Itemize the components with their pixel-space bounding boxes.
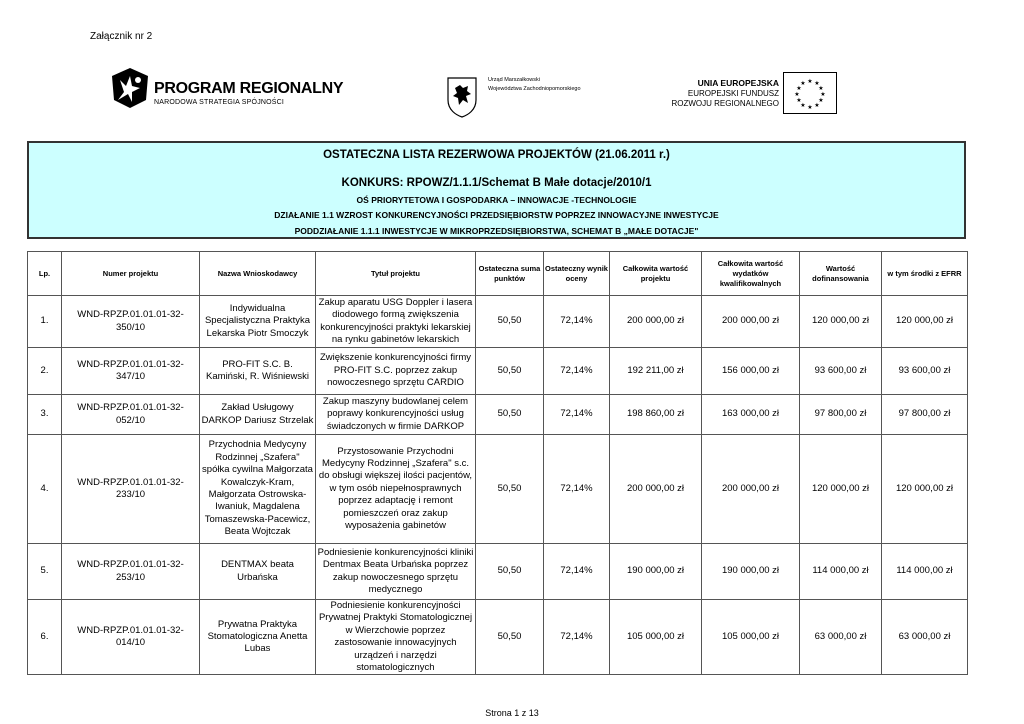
cell-nazwa: Przychodnia Medycyny Rodzinnej „Szafera" spółka cywilna Małgorzata Kowalczyk-Kram, Małgorzata Ostrowska-Iwaniuk, Magdalena Tomaszewska-Pacewicz, Beata Wojtczak	[200, 435, 316, 544]
sub-measure: PODDZIAŁANIE 1.1.1 INWESTYCJE W MIKROPRZEDSIĘBIORSTWA, SCHEMAT B „MAŁE DOTACJE"	[294, 226, 699, 236]
svg-text:★: ★	[807, 78, 813, 85]
eu-logo-line1: UNIA EUROPEJSKA	[697, 78, 779, 88]
header-kwalifikowalne: Całkowita wartość wydatków kwalifikowalnych	[702, 252, 800, 296]
cell-suma: 50,50	[476, 435, 544, 544]
cell-lp: 3.	[28, 395, 62, 435]
cell-calkowita: 192 211,00 zł	[610, 348, 702, 395]
cell-numer: WND-RPZP.01.01.01-32-350/10	[62, 296, 200, 348]
svg-text:★: ★	[800, 80, 806, 87]
cell-wynik: 72,14%	[544, 435, 610, 544]
priority-axis: OŚ PRIORYTETOWA I GOSPODARKA – INNOWACJE -TECHNOLOGIE	[356, 195, 637, 205]
cell-kwalifikowalne: 200 000,00 zł	[702, 296, 800, 348]
cell-efrr: 114 000,00 zł	[882, 544, 968, 600]
cell-efrr: 63 000,00 zł	[882, 600, 968, 675]
cell-tytul: Zakup aparatu USG Doppler i lasera diodowego formą zwiększenia konkurencyjności praktyki lekarskiej na rynku gabinetów lekarskich	[316, 296, 476, 348]
table-header-row	[28, 252, 968, 296]
marshal-office-logo	[446, 72, 596, 122]
cell-suma: 50,50	[476, 395, 544, 435]
cell-calkowita: 198 860,00 zł	[610, 395, 702, 435]
cell-wynik: 72,14%	[544, 395, 610, 435]
header-dofinansowanie: Wartość dofinansowania	[800, 252, 882, 296]
cell-numer: WND-RPZP.01.01.01-32-014/10	[62, 600, 200, 675]
header-calkowita: Całkowita wartość projektu	[610, 252, 702, 296]
marshal-logo-line2: Województwa Zachodniopomorskiego	[488, 86, 581, 92]
cell-dofinansowanie: 97 800,00 zł	[800, 395, 882, 435]
reserve-list-table	[27, 251, 968, 675]
header-wynik: Ostateczny wynik oceny	[544, 252, 610, 296]
svg-text:★: ★	[814, 102, 820, 109]
cell-nazwa: Indywidualna Specjalistyczna Praktyka Lekarska Piotr Smoczyk	[200, 296, 316, 348]
cell-kwalifikowalne: 200 000,00 zł	[702, 435, 800, 544]
cell-kwalifikowalne: 105 000,00 zł	[702, 600, 800, 675]
cell-numer: WND-RPZP.01.01.01-32-052/10	[62, 395, 200, 435]
svg-text:★: ★	[818, 85, 824, 92]
cell-wynik: 72,14%	[544, 348, 610, 395]
table-row	[28, 435, 968, 544]
cell-numer: WND-RPZP.01.01.01-32-253/10	[62, 544, 200, 600]
cell-efrr: 120 000,00 zł	[882, 435, 968, 544]
page-number: Strona 1 z 13	[485, 708, 539, 718]
table-row	[28, 348, 968, 395]
table-row	[28, 395, 968, 435]
cell-tytul: Przystosowanie Przychodni Medycyny Rodzinnej „Szafera" s.c. do obsługi większej ilości pacjentów, w tym osób niepełnosprawnych poprzez adaptację i remont pomieszczeń oraz zakup wyposażenia gabinetów	[316, 435, 476, 544]
cell-lp: 4.	[28, 435, 62, 544]
svg-text:★: ★	[818, 97, 824, 104]
cell-kwalifikowalne: 156 000,00 zł	[702, 348, 800, 395]
cell-calkowita: 105 000,00 zł	[610, 600, 702, 675]
eu-flag-icon	[783, 72, 837, 114]
cell-efrr: 93 600,00 zł	[882, 348, 968, 395]
header-tytul: Tytuł projektu	[316, 252, 476, 296]
cell-dofinansowanie: 63 000,00 zł	[800, 600, 882, 675]
document-title: OSTATECZNA LISTA REZERWOWA PROJEKTÓW (21.06.2011 r.)	[323, 149, 670, 161]
program-logo-mark-icon	[110, 66, 150, 110]
cell-calkowita: 200 000,00 zł	[610, 296, 702, 348]
cell-numer: WND-RPZP.01.01.01-32-347/10	[62, 348, 200, 395]
cell-efrr: 97 800,00 zł	[882, 395, 968, 435]
title-box	[27, 141, 966, 239]
cell-tytul: Podniesienie konkurencyjności Prywatnej Praktyki Stomatologicznej w Wierzchowie poprzez zastosowanie innowacyjnych urządzeń i narzędzi stomatologicznych	[316, 600, 476, 675]
eu-logo	[671, 72, 837, 114]
coat-of-arms-icon	[446, 76, 478, 118]
cell-dofinansowanie: 114 000,00 zł	[800, 544, 882, 600]
program-logo-subtitle: NARODOWA STRATEGIA SPÓJNOŚCI	[154, 99, 285, 106]
svg-text:★: ★	[800, 102, 806, 109]
eu-logo-line2: EUROPEJSKI FUNDUSZ	[687, 89, 779, 98]
cell-wynik: 72,14%	[544, 296, 610, 348]
eu-logo-line3: ROZWOJU REGIONALNEGO	[671, 99, 779, 108]
table-row	[28, 296, 968, 348]
svg-text:★: ★	[814, 80, 820, 87]
cell-tytul: Podniesienie konkurencyjności kliniki Dentmax Beata Urbańska poprzez zakup nowoczesnego sprzętu medycznego	[316, 544, 476, 600]
cell-suma: 50,50	[476, 348, 544, 395]
cell-nazwa: Zakład Usługowy DARKOP Dariusz Strzelak	[200, 395, 316, 435]
cell-suma: 50,50	[476, 296, 544, 348]
svg-text:★: ★	[796, 97, 802, 104]
svg-text:★: ★	[807, 104, 813, 111]
cell-lp: 5.	[28, 544, 62, 600]
table-row	[28, 600, 968, 675]
header-lp: Lp.	[28, 252, 62, 296]
competition-title: KONKURS: RPOWZ/1.1.1/Schemat B Małe dotacje/2010/1	[341, 177, 652, 189]
header-efrr: w tym środki z EFRR	[882, 252, 968, 296]
program-logo-title: PROGRAM REGIONALNY	[154, 80, 344, 97]
program-regionalny-logo	[110, 66, 344, 114]
cell-nazwa: PRO-FIT S.C. B. Kamiński, R. Wiśniewski	[200, 348, 316, 395]
header-nazwa: Nazwa Wnioskodawcy	[200, 252, 316, 296]
cell-wynik: 72,14%	[544, 600, 610, 675]
cell-dofinansowanie: 120 000,00 zł	[800, 296, 882, 348]
cell-suma: 50,50	[476, 600, 544, 675]
marshal-logo-line1: Urząd Marszałkowski	[488, 77, 540, 83]
cell-wynik: 72,14%	[544, 544, 610, 600]
table-row	[28, 544, 968, 600]
measure: DZIAŁANIE 1.1 WZROST KONKURENCYJNOŚCI PRZEDSIĘBIORSTW POPRZEZ INNOWACYJNE INWESTYCJE	[274, 210, 719, 220]
attachment-label: Załącznik nr 2	[90, 31, 153, 42]
cell-lp: 1.	[28, 296, 62, 348]
header-suma: Ostateczna suma punktów	[476, 252, 544, 296]
cell-efrr: 120 000,00 zł	[882, 296, 968, 348]
cell-tytul: Zakup maszyny budowlanej celem poprawy konkurencyjności usług świadczonych w firmie DARKOP	[316, 395, 476, 435]
cell-lp: 6.	[28, 600, 62, 675]
cell-lp: 2.	[28, 348, 62, 395]
cell-kwalifikowalne: 190 000,00 zł	[702, 544, 800, 600]
svg-text:★: ★	[796, 85, 802, 92]
cell-suma: 50,50	[476, 544, 544, 600]
cell-numer: WND-RPZP.01.01.01-32-233/10	[62, 435, 200, 544]
cell-calkowita: 190 000,00 zł	[610, 544, 702, 600]
cell-nazwa: DENTMAX beata Urbańska	[200, 544, 316, 600]
cell-dofinansowanie: 93 600,00 zł	[800, 348, 882, 395]
cell-kwalifikowalne: 163 000,00 zł	[702, 395, 800, 435]
cell-tytul: Zwiększenie konkurencyjności firmy PRO-FIT S.C. poprzez zakup nowoczesnego sprzętu CARDIO	[316, 348, 476, 395]
cell-calkowita: 200 000,00 zł	[610, 435, 702, 544]
svg-text:★: ★	[820, 91, 826, 98]
cell-nazwa: Prywatna Praktyka Stomatologiczna Anetta Lubas	[200, 600, 316, 675]
svg-text:★: ★	[794, 91, 800, 98]
cell-dofinansowanie: 120 000,00 zł	[800, 435, 882, 544]
header-numer: Numer projektu	[62, 252, 200, 296]
